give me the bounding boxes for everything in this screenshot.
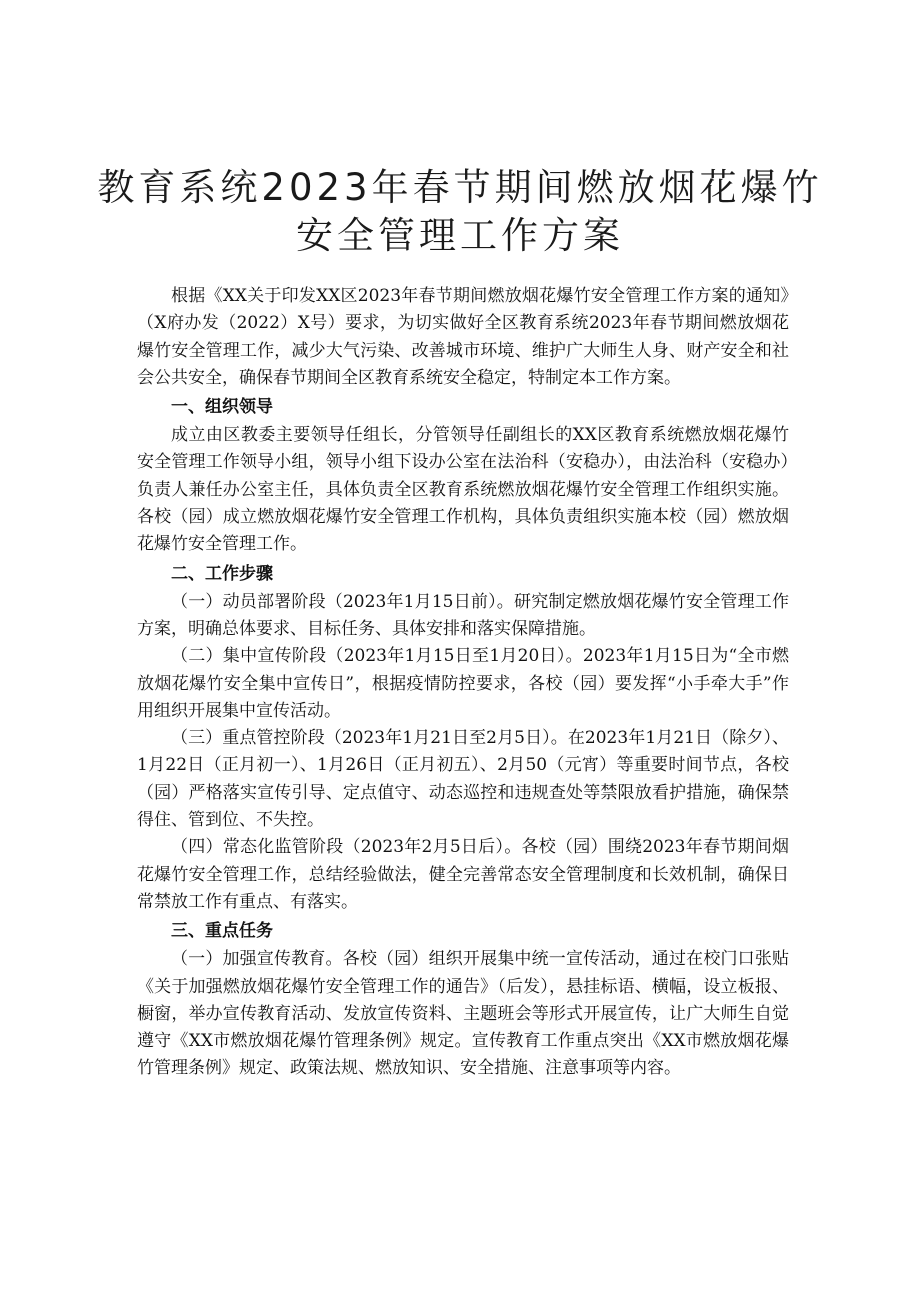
section-heading-organization: 一、组织领导	[171, 397, 273, 418]
work-step-paragraph-2: （二）集中宣传阶段（2023年1月15日至1月20日）。2023年1月15日为“全市燃放烟花爆竹安全集中宣传日”，根据疫情防控要求，各校（园）要发挥“小手牵大手”作用组织开展集中宣传活动。	[137, 646, 789, 721]
section-heading-key-tasks: 三、重点任务	[171, 921, 273, 942]
document-title-line2: 安全管理工作方案	[296, 214, 624, 257]
document-body	[137, 283, 789, 1083]
organization-paragraph: 成立由区教委主要领导任组长，分管领导任副组长的XX区教育系统燃放烟花爆竹安全管理工作领导小组，领导小组下设办公室在法治科（安稳办），由法治科（安稳办）负责人兼任办公室主任，具体负责全区教育系统燃放烟花爆竹安全管理工作组织实施。各校（园）成立燃放烟花爆竹安全管理工作机构，具体负责组织实施本校（园）燃放烟花爆竹安全管理工作。	[137, 425, 789, 555]
section-heading-work-steps: 二、工作步骤	[171, 563, 273, 584]
key-task-paragraph-1: （一）加强宣传教育。各校（园）组织开展集中统一宣传活动，通过在校门口张贴《关于加强燃放烟花爆竹安全管理工作的通告》（后发），悬挂标语、横幅，设立板报、橱窗，举办宣传教育活动、发放宣传资料、主题班会等形式开展宣传，让广大师生自觉遵守《XX市燃放烟花爆竹管理条例》规定。宣传教育工作重点突出《XX市燃放烟花爆竹管理条例》规定、政策法规、燃放知识、安全措施、注意事项等内容。	[137, 949, 789, 1079]
work-step-paragraph-3: （三）重点管控阶段（2023年1月21日至2月5日）。在2023年1月21日（除夕）、1月22日（正月初一）、1月26日（正月初五）、2月50（元宵）等重要时间节点，各校（园）严格落实宣传引导、定点值守、动态巡控和违规查处等禁限放看护措施，确保禁得住、管到位、不失控。	[137, 728, 789, 831]
document-title-line1: 教育系统2023年春节期间燃放烟花爆竹	[97, 166, 823, 209]
intro-paragraph: 根据《XX关于印发XX区2023年春节期间燃放烟花爆竹安全管理工作方案的通知》（X府办发（2022）X号）要求，为切实做好全区教育系统2023年春节期间燃放烟花爆竹安全管理工作，减少大气污染、改善城市环境、维护广大师生人身、财产安全和社会公共安全，确保春节期间全区教育系统安全稳定，特制定本工作方案。	[137, 286, 789, 388]
work-step-paragraph-1: （一）动员部署阶段（2023年1月15日前）。研究制定燃放烟花爆竹安全管理工作方案，明确总体要求、目标任务、具体安排和落实保障措施。	[137, 591, 789, 639]
work-step-paragraph-4: （四）常态化监管阶段（2023年2月5日后）。各校（园）围绕2023年春节期间烟花爆竹安全管理工作，总结经验做法，健全完善常态安全管理制度和长效机制，确保日常禁放工作有重点、有落实。	[137, 837, 789, 912]
